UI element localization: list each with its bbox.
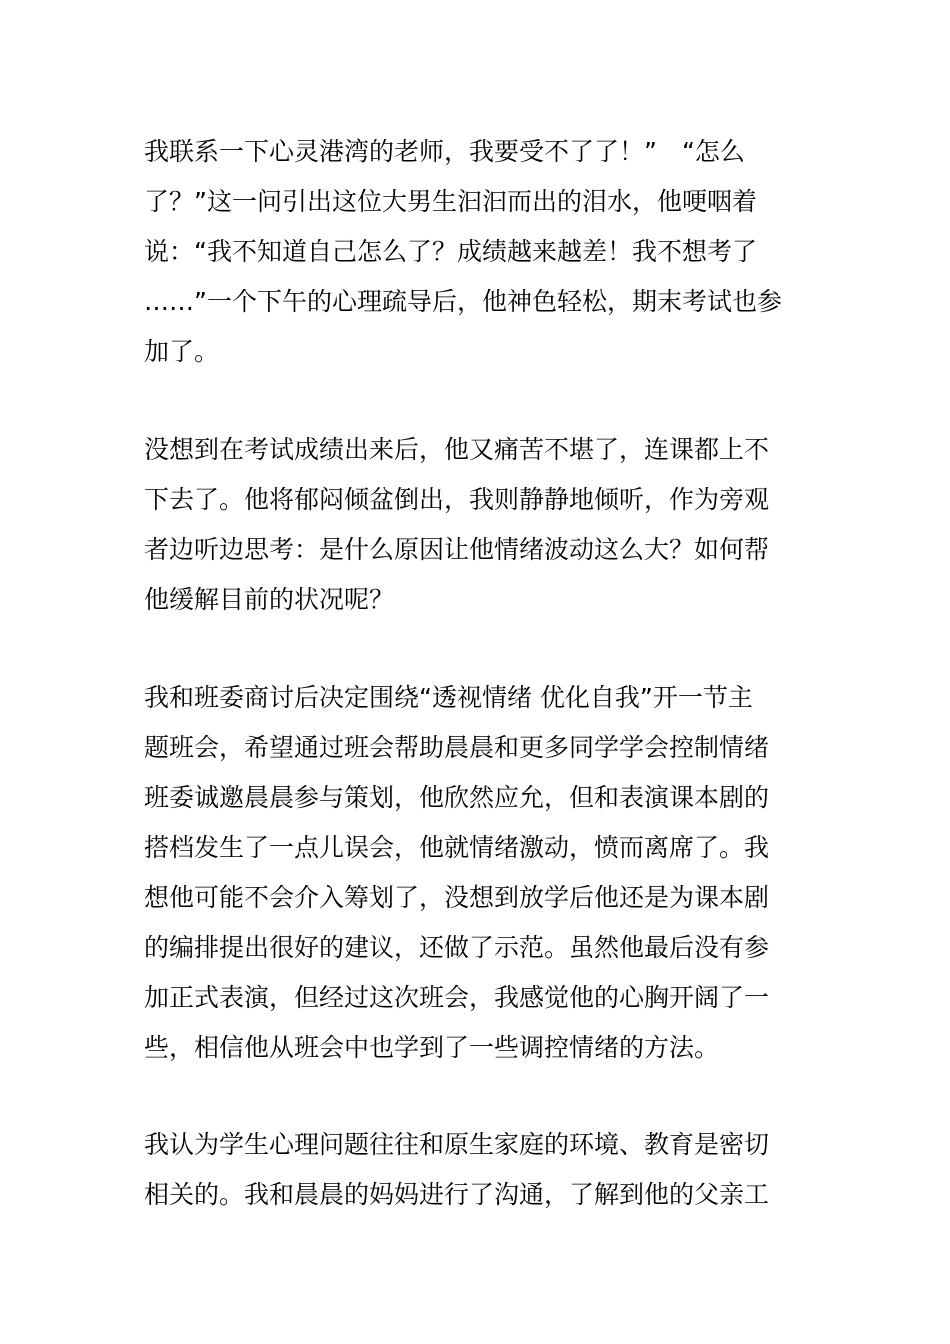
text-line: 想他可能不会介入筹划了，没想到放学后他还是为课本剧 [144, 883, 770, 912]
text-line: 些，相信他从班会中也学到了一些调控情绪的方法。 [144, 1033, 720, 1062]
text-line: 我认为学生心理问题往往和原生家庭的环境、教育是密切 [144, 1130, 770, 1159]
text-line: 搭档发生了一点儿误会，他就情绪激动，愤而离席了。我 [144, 833, 770, 862]
text-line: 的编排提出很好的建议，还做了示范。虽然他最后没有参 [144, 933, 770, 962]
text-line: 者边听边思考：是什么原因让他情绪波动这么大？如何帮 [144, 535, 770, 564]
text-line: 下去了。他将郁闷倾盆倒出，我则静静地倾听，作为旁观 [144, 485, 770, 514]
text-line: 题班会，希望通过班会帮助晨晨和更多同学学会控制情绪 [144, 733, 770, 762]
text-line: 我和班委商讨后决定围绕“透视情绪 优化自我”开一节主 [144, 683, 753, 712]
text-line: 班委诚邀晨晨参与策划，他欣然应允，但和表演课本剧的 [144, 783, 770, 812]
text-line: 他缓解目前的状况呢？ [144, 585, 395, 614]
text-line: 我联系一下心灵港湾的老师，我要受不了了！” “怎么 [144, 137, 745, 166]
text-line: 没想到在考试成绩出来后，他又痛苦不堪了，连课都上不 [144, 435, 770, 464]
text-line: ……”一个下午的心理疏导后，他神色轻松，期末考试也参 [144, 287, 782, 316]
text-line: 加正式表演，但经过这次班会，我感觉他的心胸开阔了一 [144, 983, 770, 1012]
text-line: 相关的。我和晨晨的妈妈进行了沟通，了解到他的父亲工 [144, 1180, 770, 1209]
text-line: 加了。 [144, 337, 220, 366]
text-line: 说：“我不知道自己怎么了？成绩越来越差！我不想考了 [144, 237, 757, 266]
text-line: 了？”这一问引出这位大男生汩汩而出的泪水，他哽咽着 [144, 187, 757, 216]
